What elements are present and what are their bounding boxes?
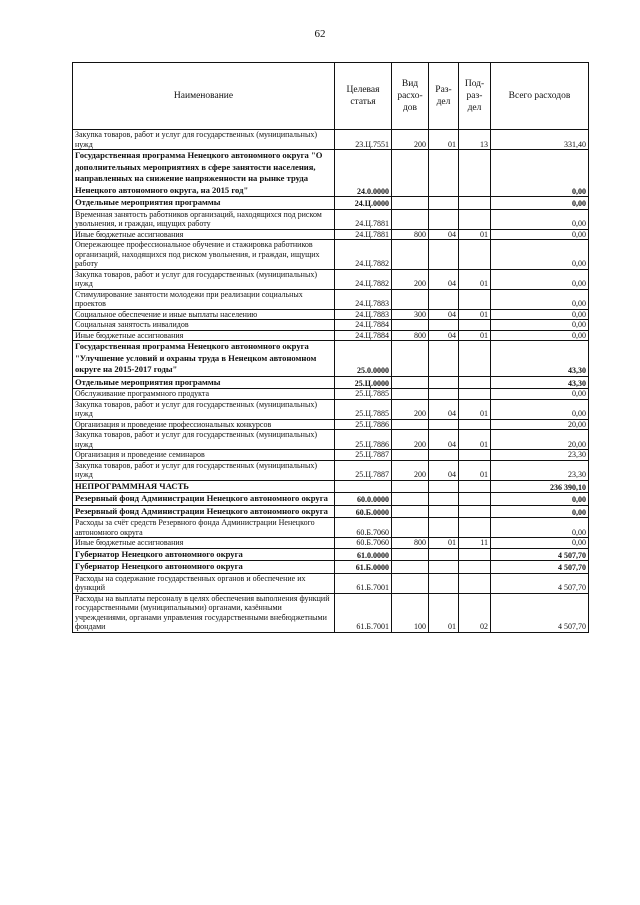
row-target-code: 60.Б.7060	[335, 538, 392, 549]
row-section	[429, 450, 459, 461]
row-total: 4 507,70	[491, 593, 589, 632]
row-expense-type	[392, 561, 429, 574]
row-target-code: 24.Ц.7883	[335, 309, 392, 320]
row-name: Губернатор Ненецкого автономного округа	[73, 561, 335, 574]
row-total: 4 507,70	[491, 561, 589, 574]
row-expense-type: 800	[392, 330, 429, 341]
row-expense-type: 200	[392, 130, 429, 150]
row-subsection: 13	[459, 130, 491, 150]
row-target-code: 24.Ц.7884	[335, 330, 392, 341]
row-expense-type: 200	[392, 460, 429, 480]
table-row	[73, 341, 589, 377]
row-expense-type	[392, 573, 429, 593]
row-expense-type	[392, 150, 429, 197]
row-total: 0,00	[491, 150, 589, 197]
row-target-code: 25.Ц.7885	[335, 389, 392, 400]
row-expense-type	[392, 376, 429, 389]
row-section: 04	[429, 330, 459, 341]
row-expense-type	[392, 209, 429, 229]
header-code: Целевая статья	[335, 63, 392, 130]
row-total: 23,30	[491, 460, 589, 480]
row-target-code: 24.Ц.0000	[335, 197, 392, 210]
row-section	[429, 561, 459, 574]
scan-mark	[0, 0, 2, 2]
row-expense-type	[392, 320, 429, 331]
row-section	[429, 548, 459, 561]
row-section	[429, 197, 459, 210]
table-row	[73, 197, 589, 210]
row-expense-type	[392, 493, 429, 506]
table-row	[73, 389, 589, 400]
row-total: 0,00	[491, 330, 589, 341]
row-expense-type	[392, 289, 429, 309]
row-section	[429, 480, 459, 493]
row-section	[429, 505, 459, 518]
row-name: Организация и проведение семинаров	[73, 450, 335, 461]
row-total: 0,00	[491, 505, 589, 518]
row-subsection	[459, 493, 491, 506]
row-expense-type: 200	[392, 430, 429, 450]
table-row	[73, 548, 589, 561]
table-row	[73, 130, 589, 150]
page-number: 62	[314, 28, 326, 40]
row-name: Отдельные мероприятия программы	[73, 197, 335, 210]
row-expense-type: 200	[392, 399, 429, 419]
table-row	[73, 209, 589, 229]
row-section: 01	[429, 538, 459, 549]
row-section: 04	[429, 430, 459, 450]
table-row	[73, 289, 589, 309]
row-subsection	[459, 150, 491, 197]
row-subsection: 01	[459, 330, 491, 341]
row-subsection	[459, 561, 491, 574]
row-section	[429, 389, 459, 400]
budget-table	[72, 62, 589, 633]
row-target-code: 25.Ц.7887	[335, 460, 392, 480]
row-subsection	[459, 376, 491, 389]
row-section	[429, 150, 459, 197]
row-section	[429, 419, 459, 430]
row-total: 0,00	[491, 289, 589, 309]
table-row	[73, 150, 589, 197]
row-target-code: 23.Ц.7551	[335, 130, 392, 150]
row-name: Расходы за счёт средств Резервного фонда Администрации Ненецкого автономного округа	[73, 518, 335, 538]
row-name: Государственная программа Ненецкого автономного округа "О дополнительных мероприятиях в сфере занятости населения, направленных на снижение напряженности на рынке труда Ненецкого автономного округа, на 2015 год"	[73, 150, 335, 197]
table-row	[73, 480, 589, 493]
table-header-row	[73, 63, 589, 130]
row-subsection: 01	[459, 399, 491, 419]
row-name: Губернатор Ненецкого автономного округа	[73, 548, 335, 561]
row-name: Иные бюджетные ассигнования	[73, 330, 335, 341]
row-expense-type	[392, 450, 429, 461]
row-section	[429, 493, 459, 506]
row-total: 0,00	[491, 320, 589, 331]
row-target-code	[335, 480, 392, 493]
table-row	[73, 573, 589, 593]
header-podrazdel: Под-раз-дел	[459, 63, 491, 130]
table-row	[73, 320, 589, 331]
row-target-code: 61.0.0000	[335, 548, 392, 561]
table-row	[73, 450, 589, 461]
row-section: 04	[429, 229, 459, 240]
table-row	[73, 229, 589, 240]
table-row	[73, 309, 589, 320]
row-total: 0,00	[491, 269, 589, 289]
row-subsection: 02	[459, 593, 491, 632]
row-subsection: 01	[459, 269, 491, 289]
row-section	[429, 320, 459, 331]
row-name: Резервный фонд Администрации Ненецкого автономного округа	[73, 493, 335, 506]
row-section	[429, 518, 459, 538]
row-subsection	[459, 480, 491, 493]
row-target-code: 24.0.0000	[335, 150, 392, 197]
row-expense-type: 800	[392, 538, 429, 549]
table-row	[73, 330, 589, 341]
row-total: 43,30	[491, 376, 589, 389]
row-expense-type	[392, 548, 429, 561]
row-expense-type: 300	[392, 309, 429, 320]
row-total: 0,00	[491, 538, 589, 549]
row-target-code: 25.Ц.0000	[335, 376, 392, 389]
row-total: 20,00	[491, 430, 589, 450]
row-total: 0,00	[491, 240, 589, 270]
row-expense-type	[392, 480, 429, 493]
row-total: 0,00	[491, 229, 589, 240]
row-name: Резервный фонд Администрации Ненецкого автономного округа	[73, 505, 335, 518]
row-subsection	[459, 518, 491, 538]
row-name: Государственная программа Ненецкого автономного округа "Улучшение условий и охраны труда в Ненецком автономном округе на 2015-2017 годы"	[73, 341, 335, 377]
row-section: 04	[429, 309, 459, 320]
row-total: 4 507,70	[491, 573, 589, 593]
header-total: Всего расходов	[491, 63, 589, 130]
row-subsection: 01	[459, 430, 491, 450]
row-total: 0,00	[491, 209, 589, 229]
row-subsection	[459, 419, 491, 430]
table-row	[73, 505, 589, 518]
row-section: 01	[429, 593, 459, 632]
row-section: 04	[429, 399, 459, 419]
row-section	[429, 341, 459, 377]
row-expense-type: 100	[392, 593, 429, 632]
row-name: Закупка товаров, работ и услуг для государственных (муниципальных) нужд	[73, 460, 335, 480]
header-vid: Вид расхо-дов	[392, 63, 429, 130]
row-name: Опережающее профессиональное обучение и стажировка работников организаций, находящихся под риском увольнения, и граждан, ищущих работу	[73, 240, 335, 270]
row-total: 0,00	[491, 197, 589, 210]
row-name: Иные бюджетные ассигнования	[73, 229, 335, 240]
row-total: 20,00	[491, 419, 589, 430]
row-target-code: 61.Б.7001	[335, 573, 392, 593]
row-subsection: 01	[459, 309, 491, 320]
header-razdel: Раз-дел	[429, 63, 459, 130]
row-expense-type: 200	[392, 269, 429, 289]
row-name: Отдельные мероприятия программы	[73, 376, 335, 389]
table-row	[73, 430, 589, 450]
row-subsection	[459, 505, 491, 518]
row-total: 4 507,70	[491, 548, 589, 561]
row-expense-type	[392, 197, 429, 210]
table-row	[73, 460, 589, 480]
row-target-code: 25.Ц.7886	[335, 430, 392, 450]
row-section	[429, 376, 459, 389]
row-subsection	[459, 548, 491, 561]
row-target-code: 24.Ц.7884	[335, 320, 392, 331]
row-expense-type: 800	[392, 229, 429, 240]
header-name: Наименование	[73, 63, 335, 130]
row-target-code: 60.Б.0000	[335, 505, 392, 518]
row-total: 331,40	[491, 130, 589, 150]
row-total: 0,00	[491, 399, 589, 419]
row-target-code: 24.Ц.7882	[335, 240, 392, 270]
table-row	[73, 593, 589, 632]
row-subsection	[459, 450, 491, 461]
table-row	[73, 399, 589, 419]
row-target-code: 24.Ц.7883	[335, 289, 392, 309]
row-subsection	[459, 289, 491, 309]
row-name: Расходы на выплаты персоналу в целях обеспечения выполнения функций государственными (муниципальными) органами, казёнными учреждениями, органами управления государственными внебюджетными фондами	[73, 593, 335, 632]
row-section	[429, 573, 459, 593]
row-name: Стимулирование занятости молодежи при реализации социальных проектов	[73, 289, 335, 309]
row-target-code: 61.Б.7001	[335, 593, 392, 632]
row-subsection	[459, 573, 491, 593]
row-name: Социальная занятость инвалидов	[73, 320, 335, 331]
row-total: 0,00	[491, 493, 589, 506]
row-total: 0,00	[491, 389, 589, 400]
row-section: 04	[429, 460, 459, 480]
row-total: 236 390,10	[491, 480, 589, 493]
row-subsection: 11	[459, 538, 491, 549]
table-row	[73, 518, 589, 538]
row-target-code: 60.0.0000	[335, 493, 392, 506]
row-section	[429, 240, 459, 270]
row-name: Закупка товаров, работ и услуг для государственных (муниципальных) нужд	[73, 130, 335, 150]
row-subsection	[459, 240, 491, 270]
table-row	[73, 419, 589, 430]
row-subsection	[459, 197, 491, 210]
row-name: Иные бюджетные ассигнования	[73, 538, 335, 549]
row-subsection: 01	[459, 229, 491, 240]
row-name: Расходы на содержание государственных органов и обеспечение их функций	[73, 573, 335, 593]
row-target-code: 24.Ц.7881	[335, 229, 392, 240]
row-section	[429, 209, 459, 229]
table-row	[73, 376, 589, 389]
table-row	[73, 493, 589, 506]
row-expense-type	[392, 240, 429, 270]
row-name: Закупка товаров, работ и услуг для государственных (муниципальных) нужд	[73, 399, 335, 419]
row-target-code: 25.Ц.7887	[335, 450, 392, 461]
row-target-code: 24.Ц.7882	[335, 269, 392, 289]
row-name: Закупка товаров, работ и услуг для государственных (муниципальных) нужд	[73, 430, 335, 450]
row-subsection	[459, 341, 491, 377]
row-subsection: 01	[459, 460, 491, 480]
row-total: 0,00	[491, 518, 589, 538]
row-subsection	[459, 320, 491, 331]
row-target-code: 25.0.0000	[335, 341, 392, 377]
row-section	[429, 289, 459, 309]
row-name: Временная занятость работников организаций, находящихся под риском увольнения, и граждан, ищущих работу	[73, 209, 335, 229]
row-total: 0,00	[491, 309, 589, 320]
row-section: 04	[429, 269, 459, 289]
row-expense-type	[392, 419, 429, 430]
table-row	[73, 240, 589, 270]
table-row	[73, 269, 589, 289]
row-name: НЕПРОГРАММНАЯ ЧАСТЬ	[73, 480, 335, 493]
row-expense-type	[392, 389, 429, 400]
row-expense-type	[392, 505, 429, 518]
row-target-code: 25.Ц.7886	[335, 419, 392, 430]
row-target-code: 24.Ц.7881	[335, 209, 392, 229]
row-section: 01	[429, 130, 459, 150]
table-row	[73, 538, 589, 549]
row-target-code: 61.Б.0000	[335, 561, 392, 574]
table-row	[73, 561, 589, 574]
row-total: 43,30	[491, 341, 589, 377]
row-subsection	[459, 209, 491, 229]
row-subsection	[459, 389, 491, 400]
row-name: Организация и проведение профессиональных конкурсов	[73, 419, 335, 430]
row-total: 23,30	[491, 450, 589, 461]
row-name: Закупка товаров, работ и услуг для государственных (муниципальных) нужд	[73, 269, 335, 289]
row-target-code: 60.Б.7060	[335, 518, 392, 538]
row-target-code: 25.Ц.7885	[335, 399, 392, 419]
row-expense-type	[392, 518, 429, 538]
row-name: Обслуживание программного продукта	[73, 389, 335, 400]
row-name: Социальное обеспечение и иные выплаты населению	[73, 309, 335, 320]
row-expense-type	[392, 341, 429, 377]
table-body	[73, 130, 589, 633]
